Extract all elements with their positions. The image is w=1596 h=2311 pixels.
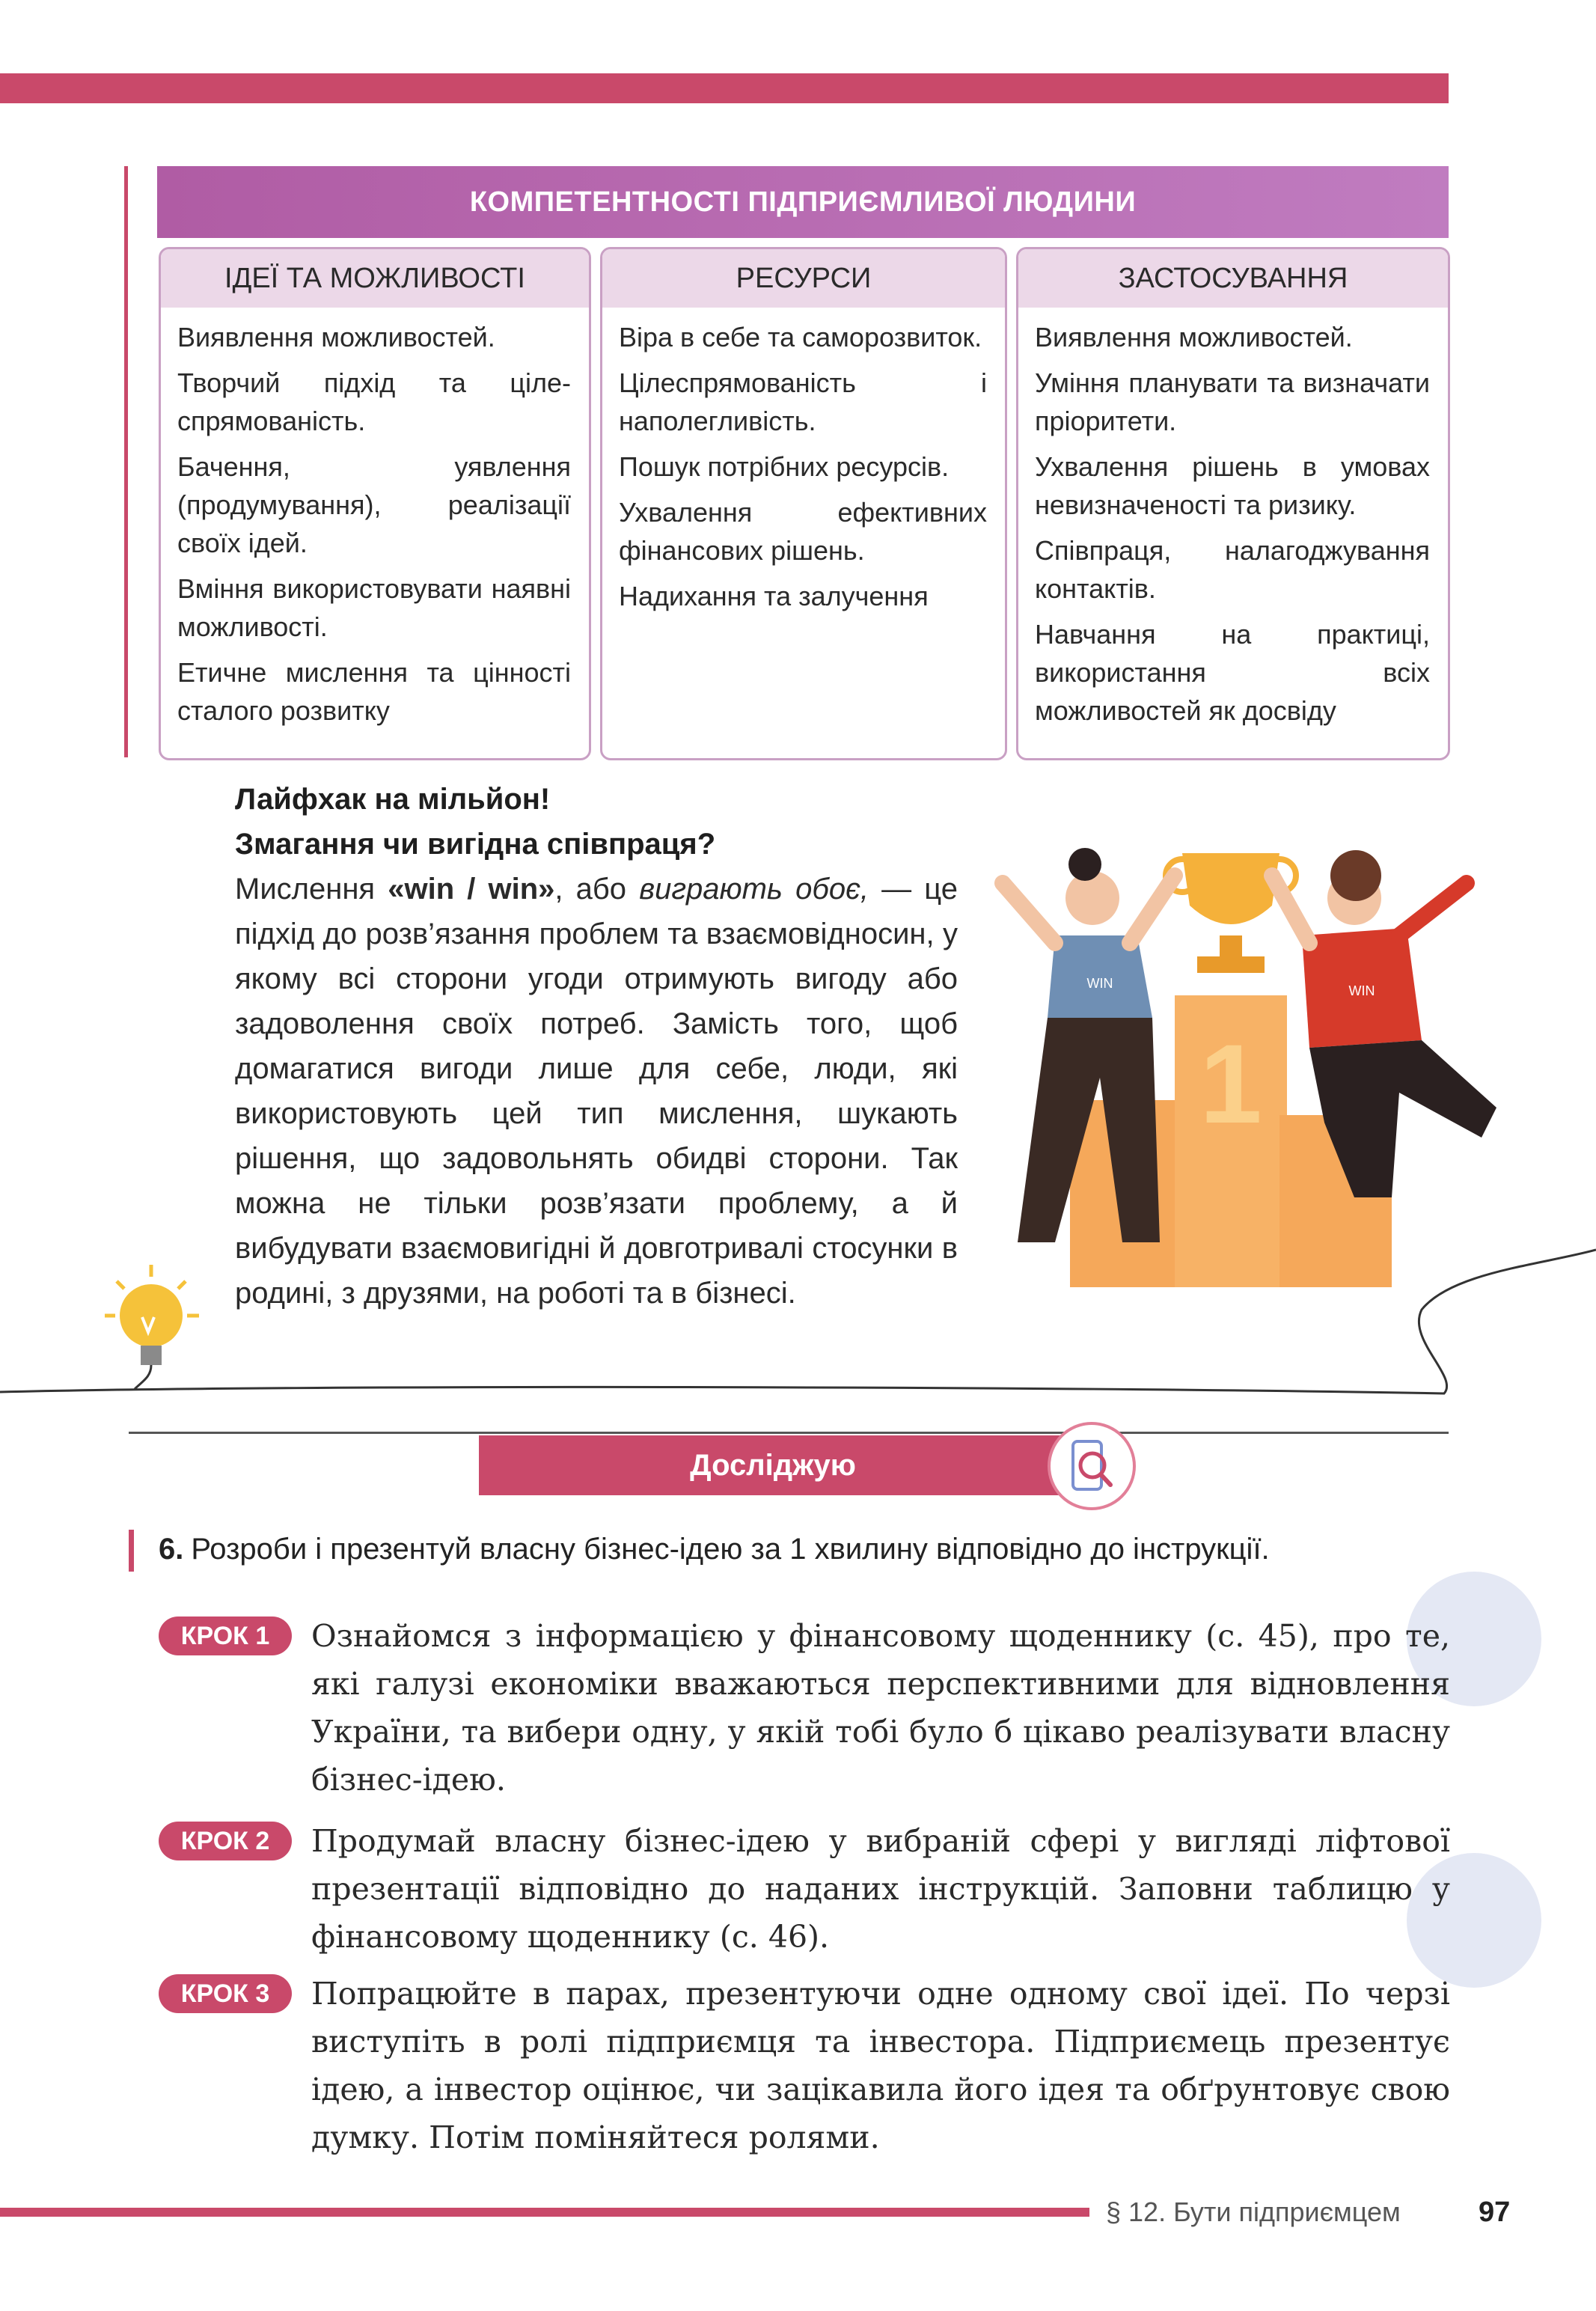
competencies-side-line [124,166,128,757]
lifehack-italic: виграють обоє, [639,873,869,906]
column-item: Ухвалення рішень в умовах невизначеності та ризику. [1035,451,1430,520]
lightbulb-icon [90,1250,210,1392]
task-marker [129,1530,134,1572]
step-badge: КРОК 2 [159,1822,292,1860]
lifehack-win-win: «win / win» [388,873,555,906]
step-text: Ознайомся з інформацією у фінансовому щоденнику (с. 45), про те, які галузі економіки вважаються перспективними для відновлення України, та вибери одну, у якій тобі було б цікаво реалізувати власну бізнес-ідею. [311,1618,1450,1798]
lifehack-text: — це підхід до розв’язання проблем та взаємовідносин, у якому всі сторони угоди отримують вигоду або задоволення своїх потреб. Замість того, щоб домагатися вигоди лише для себе, люди, які використовують цей тип мислення, шукають рішення, що задовольнять обидві сторони. Так можна не тільки розв’язати проблему, а й вибудувати взаємовигідні й довготривалі стосунки в родині, з друзями, на роботі та в бізнесі. [235,873,958,1310]
column-item: Виявлення можливостей. [1035,322,1353,352]
lifehack-subtitle: Змагання чи вигідна співпраця? [235,828,716,861]
column-heading: ЗАСТОСУВАННЯ [1018,249,1448,308]
page-number: 97 [1479,2196,1511,2228]
step-text: Продумай власну бізнес-ідею у вибраній сфері у вигляді ліфтової презентації відповідно до наданих інструкцій. Заповни таблицю у фінансовому щоденнику (с. 46). [311,1823,1450,1955]
step-1 [159,1612,1450,1804]
column-item: Ухвалення ефективних фінансових рішень. [619,497,987,566]
shirt-label-boy: WIN [1348,983,1375,998]
lifehack-intro-middle: , або [554,873,640,906]
column-item: Пошук потрібних ресурсів. [619,451,950,482]
footer-section: § 12. Бути підприємцем [1106,2196,1401,2227]
lifehack-title: Лайфхак на мільйон! [235,783,551,816]
step-badge: КРОК 3 [159,1974,292,2013]
section-divider [129,1432,1449,1434]
podium-number: 1 [1199,1021,1262,1147]
column-resources [600,247,1007,760]
lifehack-block [235,777,958,1316]
step-2 [159,1817,1450,1961]
column-item: Бачення, уявлення (продумування), реалізації своїх ідей. [177,451,571,558]
bottom-accent-bar [0,2208,1089,2217]
column-item: Етичне мислення та цінності сталого розвитку [177,657,571,726]
column-item: Творчий підхід та цілеспрямованість. [177,367,571,436]
task-statement [159,1527,1461,1572]
shirt-label-girl: WIN [1086,976,1113,991]
lifehack-body [235,867,958,1316]
lifehack-intro: Мислення [235,873,388,906]
column-heading: РЕСУРСИ [602,249,1005,308]
column-heading: ІДЕЇ ТА МОЖЛИВОСТІ [161,249,589,308]
column-item: Співпраця, налагоджування контактів. [1035,535,1430,604]
winners-illustration [973,793,1521,1362]
column-item: Надихання та залучення [619,581,929,611]
column-item: Цілеспрямованість і наполегливість. [619,367,987,436]
task-text: Розроби і презентуй власну бізнес-ідею за 1 хвилину відповідно до інструкції. [191,1533,1270,1566]
column-item: Уміння планувати та визначати пріоритети. [1035,367,1430,436]
step-badge: КРОК 1 [159,1617,292,1655]
column-ideas [159,247,591,760]
column-item: Вміння використовувати наявні можливості. [177,573,571,642]
column-item: Виявлення можливостей. [177,322,495,352]
column-item: Віра в себе та саморозвиток. [619,322,982,352]
column-item: Навчання на практиці, використання всіх можливостей як досвіду [1035,619,1430,726]
task-number: 6. [159,1533,184,1566]
step-text: Попрацюйте в парах, презентуючи одне одному свої ідеї. По черзі виступіть в ролі підприємця та інвестора. Підприємець презентує ідею, а інвестор оцінює, чи зацікавила його ідея та обґрунтовує свою думку. Потім поміняйтеся ролями. [311,1976,1450,2155]
competencies-title: КОМПЕТЕНТНОСТІ ПІДПРИЄМЛИВОЇ ЛЮДИНИ [157,166,1449,238]
research-heading: Досліджую [479,1435,1067,1495]
magnifier-icon [1048,1422,1136,1510]
column-application [1016,247,1450,760]
step-3 [159,1970,1450,2161]
top-accent-bar [0,73,1449,103]
